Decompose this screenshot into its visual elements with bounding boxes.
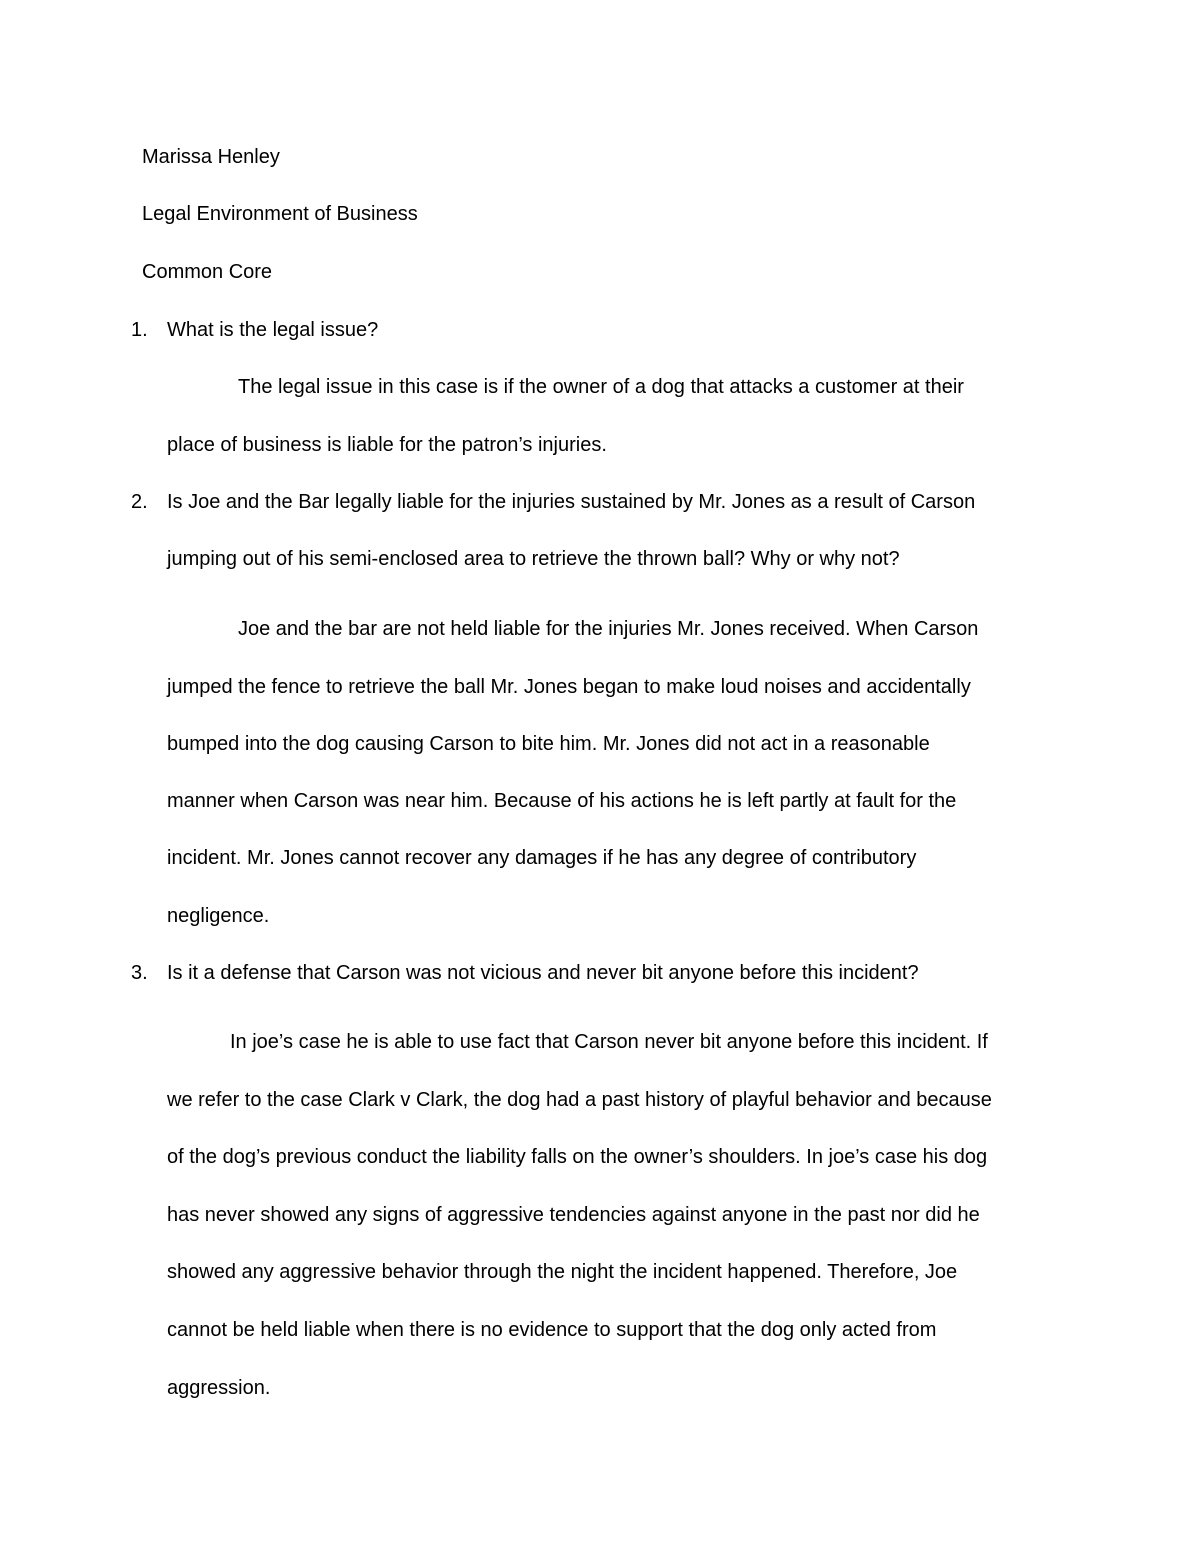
- assignment-title: Common Core: [142, 261, 273, 283]
- question-text: jumping out of his semi-enclosed area to retrieve the thrown ball? Why or why not?: [167, 548, 900, 570]
- answer-text: manner when Carson was near him. Because of his actions he is left partly at fault for the: [167, 790, 957, 812]
- question-number: 3.: [131, 962, 148, 984]
- answer-text: showed any aggressive behavior through the night the incident happened. Therefore, Joe: [167, 1261, 958, 1283]
- answer-text: of the dog’s previous conduct the liability falls on the owner’s shoulders. In joe’s case his dog: [167, 1146, 988, 1168]
- answer-text: incident. Mr. Jones cannot recover any damages if he has any degree of contributory: [167, 847, 917, 869]
- answer-text: has never showed any signs of aggressive tendencies against anyone in the past nor did he: [167, 1204, 980, 1226]
- answer-text: negligence.: [167, 905, 270, 927]
- question-text: What is the legal issue?: [167, 319, 379, 341]
- answer-text: we refer to the case Clark v Clark, the dog had a past history of playful behavior and because: [167, 1089, 992, 1111]
- answer-text: Joe and the bar are not held liable for the injuries Mr. Jones received. When Carson: [238, 618, 979, 640]
- answer-text: cannot be held liable when there is no evidence to support that the dog only acted from: [167, 1319, 937, 1341]
- answer-text: In joe’s case he is able to use fact that Carson never bit anyone before this incident. If: [230, 1031, 988, 1053]
- author-name: Marissa Henley: [142, 146, 280, 168]
- answer-text: jumped the fence to retrieve the ball Mr. Jones began to make loud noises and accidentally: [167, 676, 971, 698]
- question-number: 1.: [131, 319, 148, 341]
- question-text: Is Joe and the Bar legally liable for the injuries sustained by Mr. Jones as a result of Carson: [167, 491, 976, 513]
- question-text: Is it a defense that Carson was not vicious and never bit anyone before this incident?: [167, 962, 919, 984]
- answer-text: bumped into the dog causing Carson to bite him. Mr. Jones did not act in a reasonable: [167, 733, 930, 755]
- course-name: Legal Environment of Business: [142, 203, 418, 225]
- answer-text: The legal issue in this case is if the owner of a dog that attacks a customer at their: [238, 376, 964, 398]
- question-number: 2.: [131, 491, 148, 513]
- answer-text: aggression.: [167, 1377, 271, 1399]
- answer-text: place of business is liable for the patron’s injuries.: [167, 434, 607, 456]
